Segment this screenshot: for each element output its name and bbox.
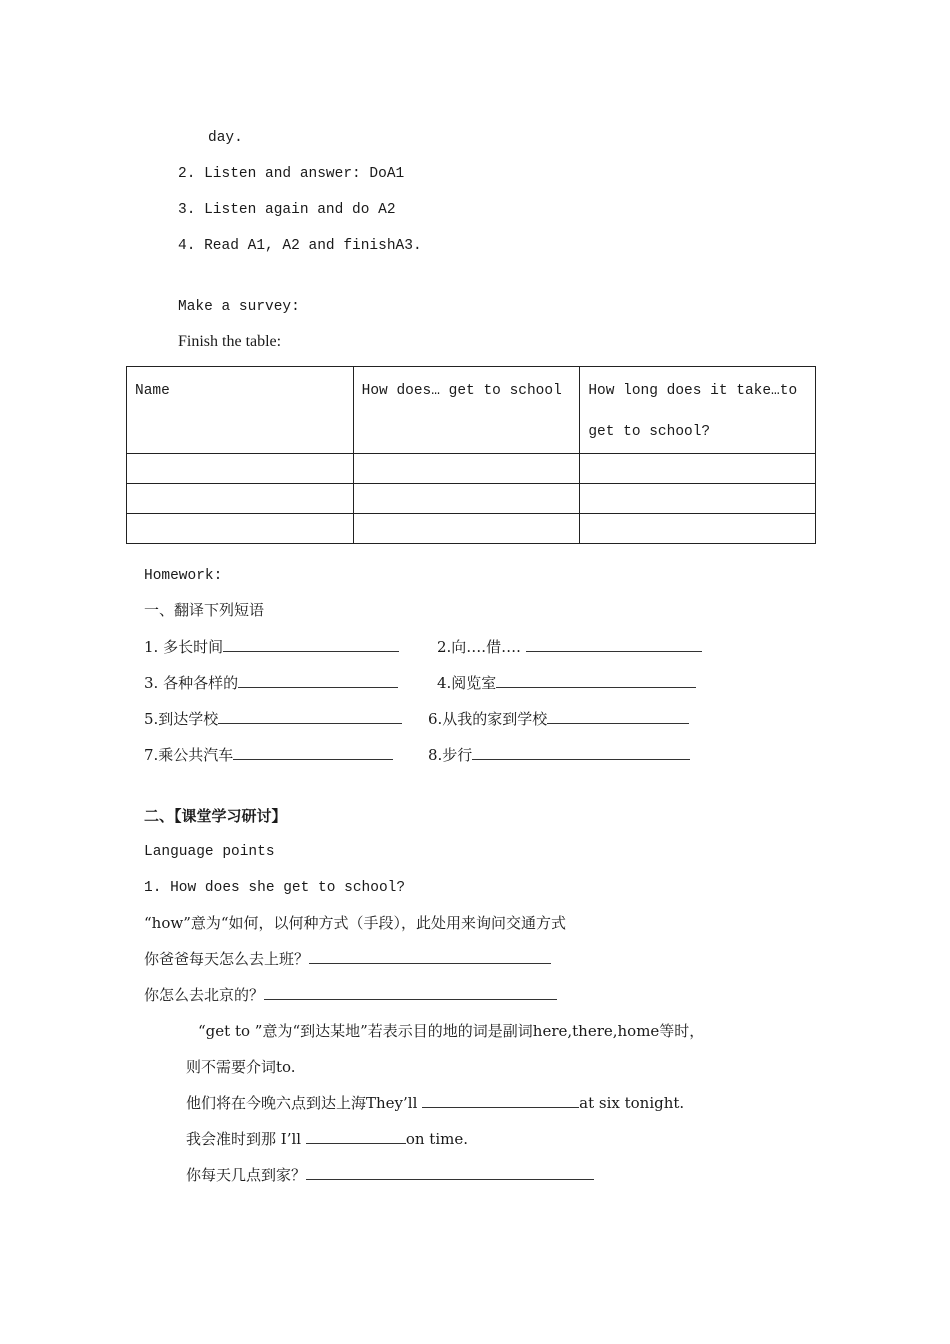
phrase-item (428, 745, 690, 765)
table-cell[interactable] (127, 514, 354, 544)
phrase-item (428, 709, 689, 729)
answer-blank[interactable] (238, 673, 398, 688)
section-1-heading: 一、翻译下列短语 (144, 601, 265, 619)
exercise-line (186, 1165, 594, 1185)
phrase-label: 2.向….借…. (437, 638, 526, 656)
table-cell[interactable] (353, 484, 580, 514)
table-row (127, 454, 816, 484)
language-points-title: Language points (144, 844, 275, 860)
phrase-label: 1. 多长时间 (144, 638, 224, 656)
answer-blank[interactable] (309, 949, 551, 964)
header-how-long: How long does it take…to get to school? (580, 367, 816, 454)
answer-blank[interactable] (496, 673, 696, 688)
exercise-prompt: 你每天几点到家？ (186, 1166, 307, 1184)
phrase-label: 3. 各种各样的 (144, 674, 239, 692)
answer-blank[interactable] (306, 1129, 406, 1144)
phrase-item (437, 637, 702, 657)
exercise-suffix: on time. (405, 1130, 468, 1148)
phrase-item (144, 637, 399, 657)
answer-blank[interactable] (233, 745, 393, 760)
table-row (127, 484, 816, 514)
step-continuation: day. (208, 130, 243, 146)
answer-blank[interactable] (223, 637, 399, 652)
table-row (127, 514, 816, 544)
table-cell[interactable] (353, 454, 580, 484)
answer-blank[interactable] (526, 637, 702, 652)
answer-blank[interactable] (264, 985, 557, 1000)
header-name: Name (127, 367, 354, 454)
answer-blank[interactable] (422, 1093, 579, 1108)
exercise-line (186, 1129, 468, 1149)
phrase-item (144, 745, 393, 765)
step-2: 2. Listen and answer: DoA1 (178, 166, 405, 182)
question-1: 1. How does she get to school? (144, 880, 406, 896)
exercise-line (186, 1093, 684, 1113)
get-to-note-cont: 则不需要介词to. (186, 1058, 296, 1076)
table-cell[interactable] (353, 514, 580, 544)
table-header-row (127, 367, 816, 454)
survey-table (126, 366, 816, 544)
phrase-item (144, 709, 402, 729)
table-cell[interactable] (580, 454, 816, 484)
answer-blank[interactable] (547, 709, 689, 724)
exercise-prompt: 我会准时到那 I’ll (186, 1130, 306, 1148)
table-cell[interactable] (127, 484, 354, 514)
homework-title: Homework: (144, 568, 223, 584)
get-to-note: “get to ”意为“到达某地”若表示目的地的词是副词here,there,home等时， (198, 1022, 705, 1040)
phrase-label: 5.到达学校 (144, 710, 219, 728)
exercise-prompt: 他们将在今晚六点到达上海They’ll (186, 1094, 423, 1112)
answer-blank[interactable] (306, 1165, 594, 1180)
phrase-label: 8.步行 (428, 746, 473, 764)
table-cell[interactable] (580, 484, 816, 514)
how-note: “how”意为“如何，以何种方式（手段），此处用来询问交通方式 (144, 914, 567, 932)
phrase-item (437, 673, 696, 693)
answer-blank[interactable] (218, 709, 402, 724)
exercise-line (144, 985, 557, 1005)
table-cell[interactable] (127, 454, 354, 484)
step-3: 3. Listen again and do A2 (178, 202, 396, 218)
section-2-heading: 二、【课堂学习研讨】 (144, 807, 287, 825)
survey-instruction: Finish the table: (178, 333, 282, 350)
phrase-label: 7.乘公共汽车 (144, 746, 234, 764)
answer-blank[interactable] (472, 745, 690, 760)
header-how: How does… get to school (353, 367, 580, 454)
exercise-suffix: at six tonight. (579, 1094, 685, 1112)
exercise-prompt: 你怎么去北京的？ (144, 986, 265, 1004)
phrase-label: 4.阅览室 (437, 674, 497, 692)
table-cell[interactable] (580, 514, 816, 544)
step-4: 4. Read A1, A2 and finishA3. (178, 238, 422, 254)
exercise-prompt: 你爸爸每天怎么去上班？ (144, 950, 310, 968)
survey-title: Make a survey: (178, 299, 300, 315)
phrase-item (144, 673, 398, 693)
exercise-line (144, 949, 551, 969)
phrase-label: 6.从我的家到学校 (428, 710, 548, 728)
